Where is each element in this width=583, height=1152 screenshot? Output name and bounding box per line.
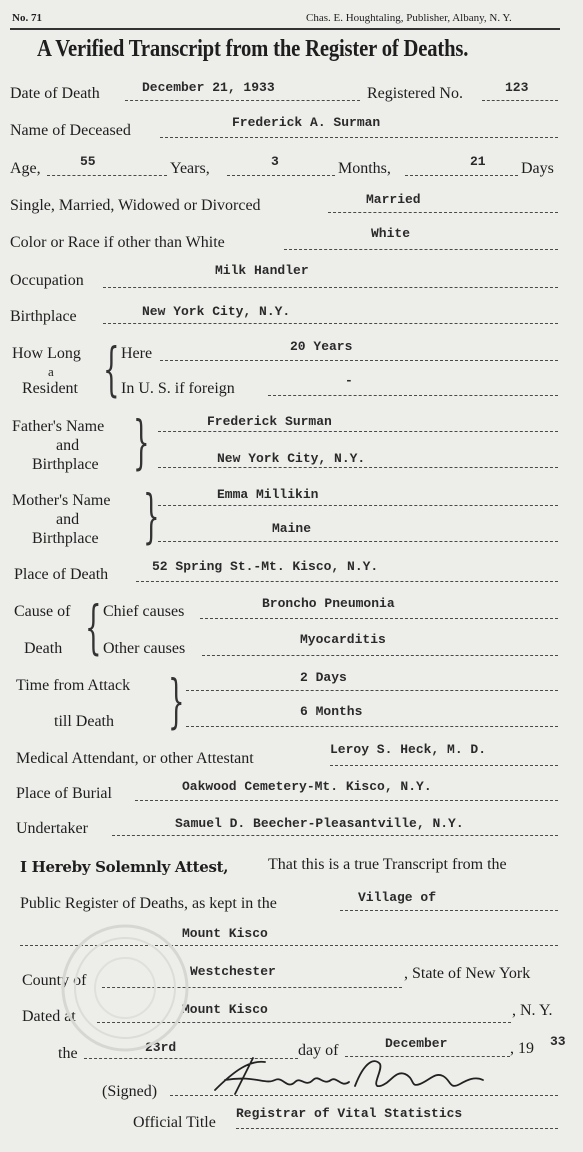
line-mother-name [158,505,558,506]
line-chief-causes [200,618,558,619]
line-place-of-burial [135,800,558,801]
label-medical-attendant: Medical Attendant, or other Attestant [16,750,254,767]
value-time-attack: 2 Days [300,670,347,685]
value-kept-in-2: Mount Kisco [182,926,268,941]
label-mother-and: and [56,511,80,528]
value-registered-no: 123 [505,80,529,95]
line-kept-in [340,910,558,911]
signature-image [205,1050,495,1100]
label-place-of-death: Place of Death [14,566,109,583]
value-date-of-death: December 21, 1933 [142,80,275,95]
label-age: Age, [10,160,41,177]
line-marital [328,212,558,213]
line-time-attack [186,690,558,691]
value-father-name: Frederick Surman [207,414,332,429]
label-marital: Single, Married, Widowed or Divorced [10,197,261,214]
label-public-register: Public Register of Deaths, as kept in the [20,895,277,912]
value-age-days: 21 [470,154,486,169]
brace-resident: { [103,335,120,403]
value-birthplace: New York City, N.Y. [142,304,291,319]
value-resident-us: - [345,373,353,388]
value-marital: Married [366,192,421,207]
label-father-birthplace: Birthplace [32,456,99,473]
line-father-birthplace [158,467,558,468]
value-dated-at: Mount Kisco [182,1002,268,1017]
label-ny: , N. Y. [512,1002,553,1019]
value-kept-in: Village of [358,890,437,905]
line-age-months [227,175,335,176]
label-county-of: County of [22,972,87,989]
line-place-of-death [136,581,558,582]
brace-father: } [133,408,150,476]
label-race: Color or Race if other than White [10,234,225,251]
label-how-long-a: a [48,364,54,379]
label-father-and: and [56,437,80,454]
line-official-title [236,1128,558,1129]
brace-mother: } [143,482,160,550]
label-in-us: In U. S. if foreign [121,380,235,397]
value-month: December [385,1036,448,1051]
label-occupation: Occupation [10,272,84,289]
label-years: Years, [170,160,210,177]
label-birthplace: Birthplace [10,308,77,325]
value-chief-cause: Broncho Pneumonia [262,596,395,611]
line-birthplace [103,323,558,324]
value-age-months: 3 [271,154,279,169]
label-undertaker: Undertaker [16,820,88,837]
label-dated-at: Dated at [22,1008,76,1025]
label-days: Days [521,160,554,177]
value-medical-attendant: Leroy S. Heck, M. D. [330,742,487,757]
label-months: Months, [338,160,391,177]
line-undertaker [112,835,558,836]
value-age-years: 55 [80,154,96,169]
line-age-days [405,175,518,176]
label-chief-causes: Chief causes [103,603,185,620]
label-day-of: day of [298,1042,339,1059]
value-official-title: Registrar of Vital Statistics [236,1106,463,1121]
value-father-birthplace: New York City, N.Y. [217,451,366,466]
label-how-long: How Long [12,345,81,362]
label-cause-of: Cause of [14,603,71,620]
value-place-of-death: 52 Spring St.-Mt. Kisco, N.Y. [152,559,379,574]
label-cause-death: Death [24,640,63,657]
label-official-title: Official Title [133,1114,216,1131]
line-age-years [47,175,167,176]
label-place-of-burial: Place of Burial [16,785,112,802]
value-resident-here: 20 Years [290,339,353,354]
line-name [160,137,558,138]
publisher: Chas. E. Houghtaling, Publisher, Albany, N. Y. [306,12,512,24]
value-occupation: Milk Handler [215,263,309,278]
line-other-causes [202,655,558,656]
value-undertaker: Samuel D. Beecher-Pleasantville, N.Y. [175,816,464,831]
label-time-from-attack: Time from Attack [16,677,131,694]
label-mother-name: Mother's Name [12,492,111,509]
value-county: Westchester [190,964,276,979]
label-here: Here [121,345,153,362]
line-time-death [186,726,558,727]
label-year-prefix: , 19 [510,1040,534,1057]
form-number: No. 71 [12,12,42,24]
header-rule [10,28,560,30]
value-mother-birthplace: Maine [272,521,312,536]
line-father-name [158,431,558,432]
label-the: the [58,1045,78,1062]
embossed-seal [55,918,195,1058]
value-time-death: 6 Months [300,704,363,719]
value-place-of-burial: Oakwood Cemetery-Mt. Kisco, N.Y. [182,779,432,794]
label-signed: (Signed) [102,1083,158,1100]
label-state: , State of New York [404,965,531,982]
value-name: Frederick A. Surman [232,115,381,130]
brace-cause: { [85,593,102,661]
attest-text: That this is a true Transcript from the [268,856,507,873]
label-mother-birthplace: Birthplace [32,530,99,547]
line-occupation [103,287,558,288]
line-medical-attendant [330,765,558,766]
label-date-of-death: Date of Death [10,85,100,102]
label-resident: Resident [22,380,78,397]
line-mother-birthplace [158,541,558,542]
document-title: A Verified Transcript from the Register of Deaths. [37,36,469,62]
label-name: Name of Deceased [10,122,131,139]
line-registered-no [482,100,558,101]
value-mother-name: Emma Millikin [217,487,319,502]
line-here [160,360,558,361]
line-date-of-death [125,100,360,101]
label-till-death: till Death [54,713,114,730]
value-race: White [371,226,411,241]
value-year: 33 [550,1034,566,1049]
label-registered-no: Registered No. [367,85,463,102]
attest-lead: I Hereby Solemnly Attest, [20,858,229,876]
label-father-name: Father's Name [12,418,105,435]
brace-time: } [168,667,185,735]
value-other-cause: Myocarditis [300,632,386,647]
line-race [284,249,558,250]
label-other-causes: Other causes [103,640,186,657]
line-in-us [268,395,558,396]
value-day: 23rd [145,1040,177,1055]
